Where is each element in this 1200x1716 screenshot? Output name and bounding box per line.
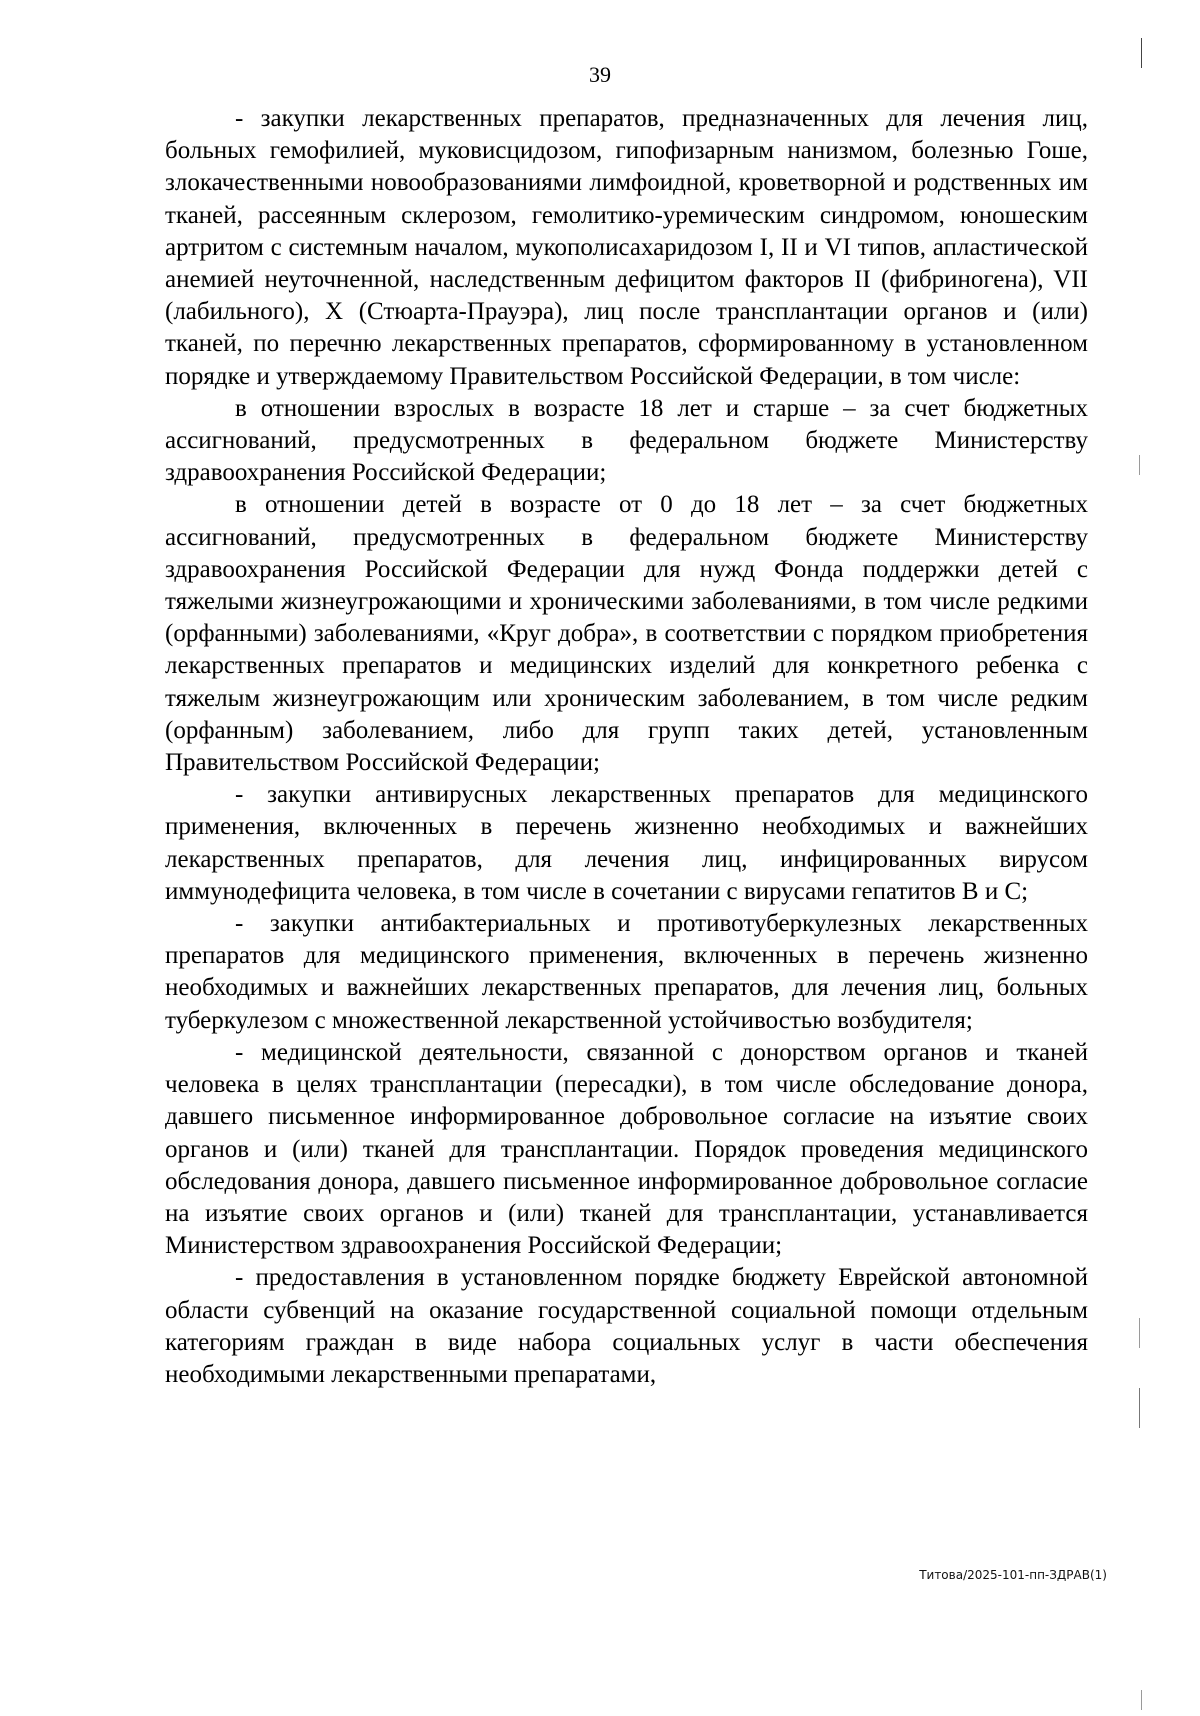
paragraph-children: в отношении детей в возрасте от 0 до 18 лет – за счет бюджетных ассигнований, предусмотренных в федеральном бюджете Министерству здравоохранения Российской Федерации для нужд Фонда поддержки детей с тяжелыми жизнеугрожающими и хроническими заболеваниями, в том числе редкими (орфанными) заболеваниями, «Круг добра», в соответствии с порядком приобретения лекарственных препаратов и медицинских изделий для конкретного ребенка с тяжелым жизнеугрожающим или хроническим заболеванием, в том числе редким (орфанным) заболеванием, либо для групп таких детей, установленным Правительством Российской Федерации; [165, 491, 1088, 777]
scan-artifact-line [1141, 38, 1142, 68]
paragraph-procurement-rare-diseases: - закупки лекарственных препаратов, предназначенных для лечения лиц, больных гемофилией, муковисцидозом, гипофизарным нанизмом, болезнью Гоше, злокачественными новообразованиями лимфоидной, кроветворной и родственных им тканей, рассеянным склерозом, гемолитико-уремическим синдромом, юношеским артритом с системным началом, мукополисахаридозом I, II и VI типов, апластической анемией неуточненной, наследственным дефицитом факторов II (фибриногена), VII (лабильного), X (Стюарта-Прауэра), лиц после трансплантации органов и (или) тканей, по перечню лекарственных препаратов, сформированному в установленном порядке и утверждаемому Правительством Российской Федерации, в том числе: [165, 105, 1088, 390]
paragraph-organ-donation: - медицинской деятельности, связанной с донорством органов и тканей человека в целях трансплантации (пересадки), в том числе обследование донора, давшего письменное информированное добровольное согласие на изъятие своих органов и (или) тканей для трансплантации. Порядок проведения медицинского обследования донора, давшего письменное информированное добровольное согласие на изъятие своих органов и (или) тканей для трансплантации, устанавливается Министерством здравоохранения Российской Федерации; [165, 1038, 1088, 1260]
paragraph-jewish-autonomous-region: - предоставления в установленном порядке бюджету Еврейской автономной области субвенций на оказание государственной социальной помощи отдельным категориям граждан в виде набора социальных услуг в части обеспечения необходимыми лекарственными препаратами, [165, 1264, 1088, 1388]
scan-artifact-line [1141, 1690, 1142, 1710]
document-body [165, 103, 1088, 1391]
paragraph-antiviral: - закупки антивирусных лекарственных препаратов для медицинского применения, включенных в перечень жизненно необходимых и важнейших лекарственных препаратов, для лечения лиц, инфицированных вирусом иммунодефицита человека, в том числе в сочетании с вирусами гепатитов B и C; [165, 781, 1088, 905]
page-number: 39 [589, 62, 611, 87]
scan-artifact-line [1139, 455, 1140, 475]
document-code: Титова/2025-101-пп-ЗДРАВ(1) [919, 1568, 1107, 1582]
scan-artifact-line [1139, 1388, 1140, 1428]
paragraph-adults: в отношении взрослых в возрасте 18 лет и старше – за счет бюджетных ассигнований, предусмотренных в федеральном бюджете Министерству здравоохранения Российской Федерации; [165, 394, 1088, 487]
scan-artifact-line [1139, 1318, 1140, 1348]
paragraph-antibacterial: - закупки антибактериальных и противотуберкулезных лекарственных препаратов для медицинского применения, включенных в перечень жизненно необходимых и важнейших лекарственных препаратов, для лечения лиц, больных туберкулезом с множественной лекарственной устойчивостью возбудителя; [165, 910, 1088, 1034]
